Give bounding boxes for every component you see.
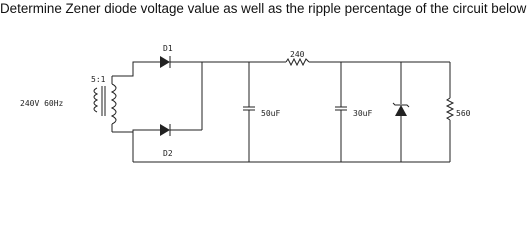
- series-resistor: [286, 59, 309, 65]
- wire-to-d2: [112, 130, 160, 132]
- capacitor1-label: 50uF: [261, 109, 281, 118]
- turns-ratio-label: 5:1: [91, 75, 106, 84]
- diode-d2: [160, 124, 170, 136]
- wire-to-d1: [112, 62, 160, 76]
- d1-label: D1: [163, 44, 173, 53]
- d2-label: D2: [163, 149, 173, 158]
- zener-diode: [395, 105, 407, 116]
- capacitor2-label: 30uF: [353, 109, 373, 118]
- question-text: Determine Zener diode voltage value as well as the ripple percentage of the circuit below: [0, 1, 527, 16]
- load-resistor-label: 560: [456, 109, 471, 118]
- primary-coil: [94, 88, 97, 112]
- load-resistor: [447, 98, 453, 120]
- source-label: 240V 60Hz: [20, 99, 64, 108]
- diode-d1: [160, 56, 170, 68]
- secondary-coil: [112, 84, 116, 124]
- series-resistor-label: 240: [290, 50, 305, 59]
